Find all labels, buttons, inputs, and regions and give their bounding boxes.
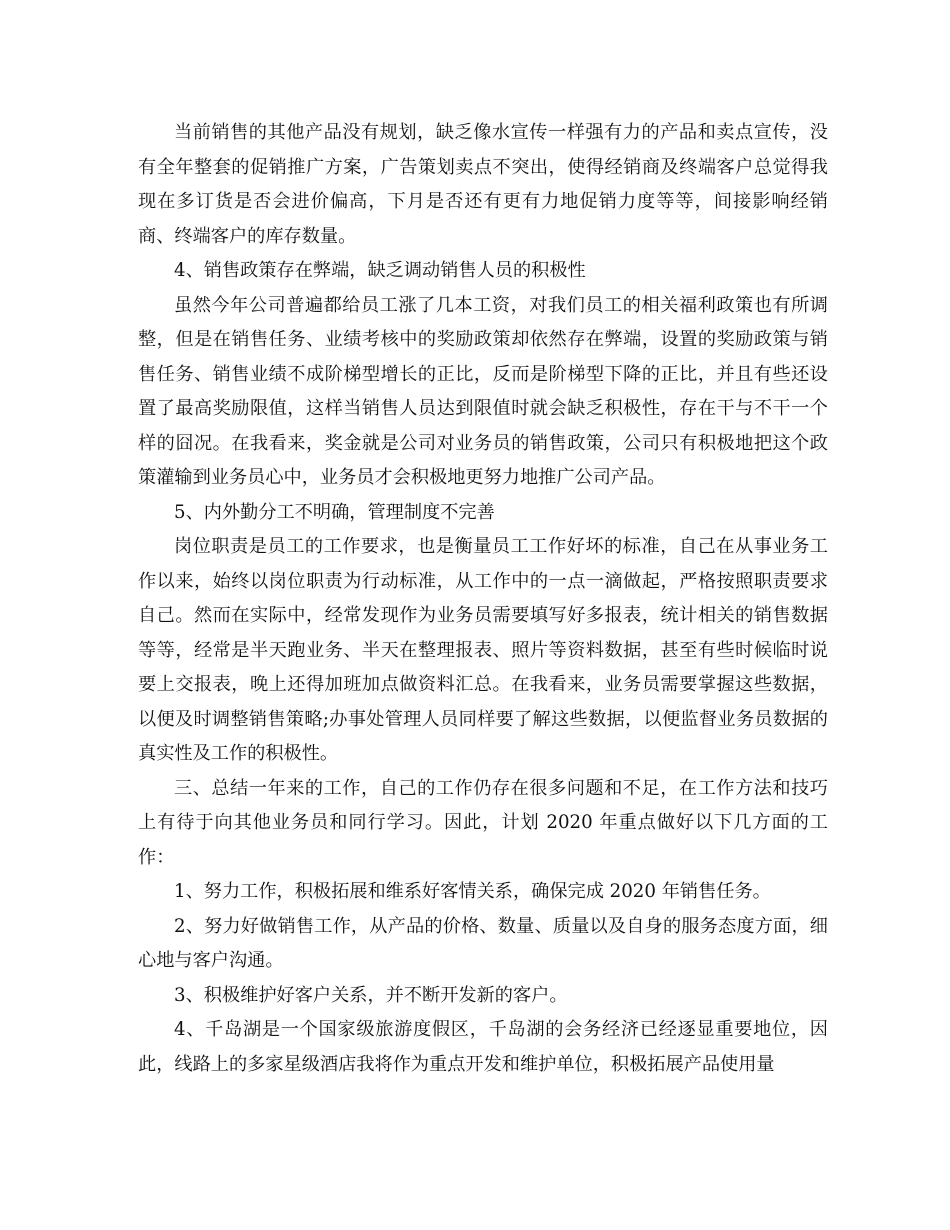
heading-sales-policy: 4、销售政策存在弊端，缺乏调动销售人员的积极性 — [174, 260, 586, 281]
plan-item-4: 4、千岛湖是一个国家级旅游度假区，千岛湖的会务经济已经逐显重要地位，因此，线路上的多家星级酒店我将作为重点开发和维护单位，积极拓展产品使用量 — [138, 1019, 828, 1075]
paragraph-sales-policy: 虽然今年公司普遍都给员工涨了几本工资，对我们员工的相关福利政策也有所调整，但是在销售任务、业绩考核中的奖励政策却依然存在弊端，设置的奖励政策与销售任务、销售业绩不成阶梯型增长的正比，反而是阶梯型下降的正比，并且有些还设置了最高奖励限值，这样当销售人员达到限值时就会缺乏积极性，存在干与不干一个样的囧况。在我看来，奖金就是公司对业务员的销售政策，公司只有积极地把这个政策灌输到业务员心中，业务员才会积极地更努力地推广公司产品。 — [138, 294, 828, 488]
paragraph-product-planning: 当前销售的其他产品没有规划，缺乏像水宣传一样强有力的产品和卖点宣传，没有全年整套的促销推广方案，广告策划卖点不突出，使得经销商及终端客户总觉得我现在多订货是否会进价偏高，下月是否还有更有力地促销力度等等，间接影响经销商、终端客户的库存数量。 — [138, 122, 828, 247]
heading-division-of-work: 5、内外勤分工不明确，管理制度不完善 — [174, 501, 495, 523]
plan-item-2: 2、努力好做销售工作，从产品的价格、数量、质量以及自身的服务态度方面，细心地与客户沟通。 — [138, 915, 828, 971]
plan-item-3: 3、积极维护好客户关系，并不断开发新的客户。 — [174, 984, 568, 1006]
document-page — [138, 116, 828, 1082]
plan-item-1: 1、努力工作，积极拓展和维系好客情关系，确保完成 2020 年销售任务。 — [174, 881, 771, 902]
paragraph-division-of-work: 岗位职责是员工的工作要求，也是衡量员工工作好坏的标准，自己在从事业务工作以来，始终以岗位职责为行动标准，从工作中的一点一滴做起，严格按照职责要求自己。然而在实际中，经常发现作为业务员需要填写好多报表，统计相关的销售数据等等，经常是半天跑业务、半天在整理报表、照片等资料数据，甚至有些时候临时说要上交报表，晚上还得加班加点做资料汇总。在我看来，业务员需要掌握这些数据，以便及时调整销售策略;办事处管理人员同样要了解这些数据，以便监督业务员数据的真实性及工作的积极性。 — [138, 536, 828, 764]
paragraph-annual-summary: 三、总结一年来的工作，自己的工作仍存在很多问题和不足，在工作方法和技巧上有待于向其他业务员和同行学习。因此，计划 2020 年重点做好以下几方面的工作： — [138, 777, 828, 868]
